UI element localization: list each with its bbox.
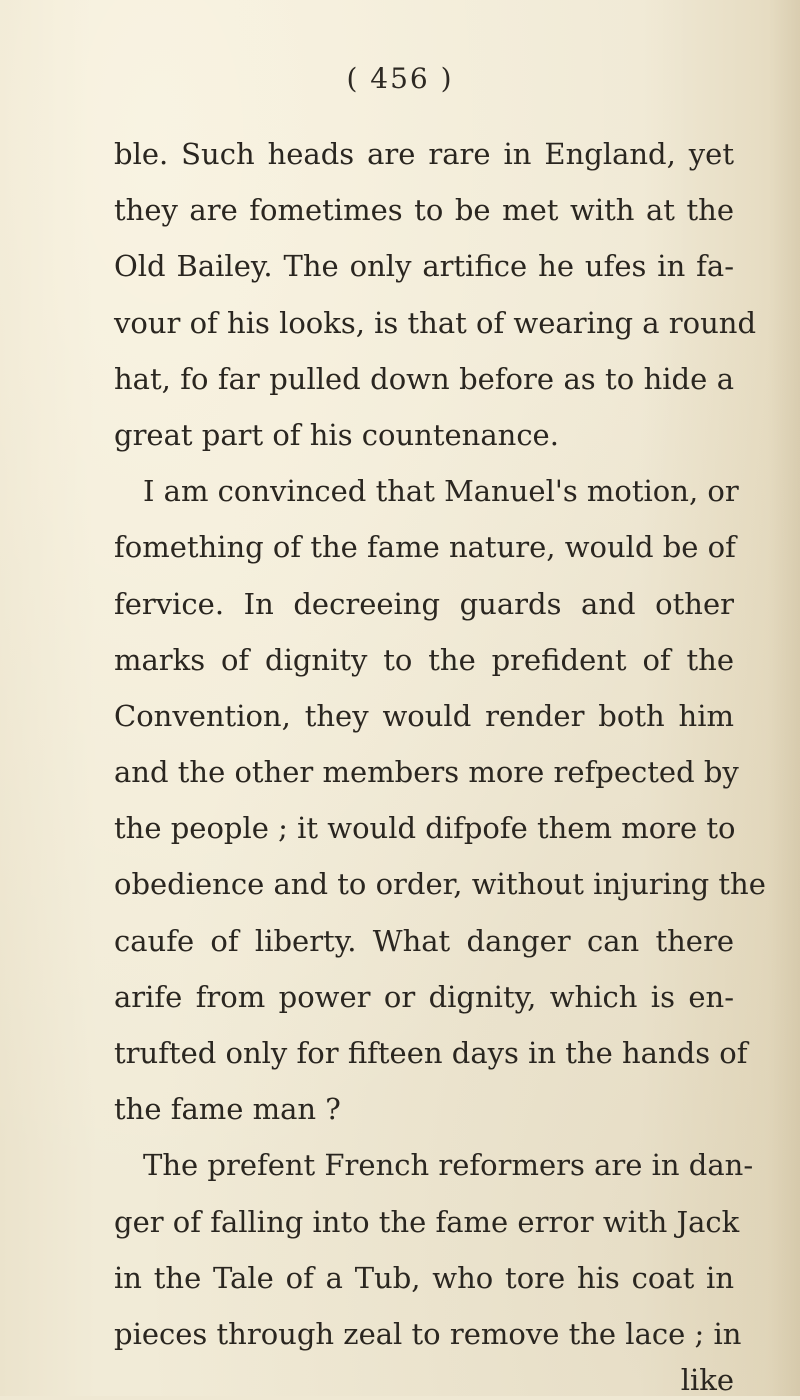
text-line: obedience and to order, without injuring the: [114, 867, 766, 902]
text-line: hat, fo far pulled down before as to hide a: [114, 361, 734, 396]
text-line: great part of his countenance.: [114, 417, 559, 452]
text-line: in the Tale of a Tub, who tore his coat in: [114, 1260, 734, 1295]
text-line: Convention, they would render both him: [114, 698, 734, 733]
text-line: ger of falling into the fame error with Jack: [114, 1204, 740, 1239]
text-line: marks of dignity to the prefident of the: [114, 642, 734, 677]
text-line: I am convinced that Manuel's motion, or: [143, 474, 739, 509]
text-line: pieces through zeal to remove the lace ; in: [114, 1316, 742, 1351]
text-line: vour of his looks, is that of wearing a round: [114, 305, 757, 340]
text-line: The prefent French reformers are in dan-: [143, 1148, 754, 1183]
page-number: ( 456 ): [346, 62, 454, 95]
text-line: ble. Such heads are rare in England, yet: [114, 137, 734, 171]
text-line: trufted only for fifteen days in the hands of: [114, 1036, 748, 1070]
text-line: fomething of the fame nature, would be of: [114, 530, 736, 565]
text-line: arife from power or dignity, which is en-: [114, 979, 734, 1014]
text-line: fervice. In decreeing guards and other: [114, 586, 734, 621]
text-line: caufe of liberty. What danger can there: [114, 923, 734, 958]
text-line: the people ; it would difpofe them more to: [114, 811, 736, 846]
text-line: Old Bailey. The only artifice he ufes in fa-: [114, 249, 734, 284]
text-line: they are fometimes to be met with at the: [114, 193, 734, 228]
text-line: and the other members more refpected by: [114, 755, 739, 790]
text-line: the fame man ?: [114, 1092, 341, 1127]
body-text: [114, 134, 766, 1370]
catchword: like: [680, 1363, 734, 1397]
